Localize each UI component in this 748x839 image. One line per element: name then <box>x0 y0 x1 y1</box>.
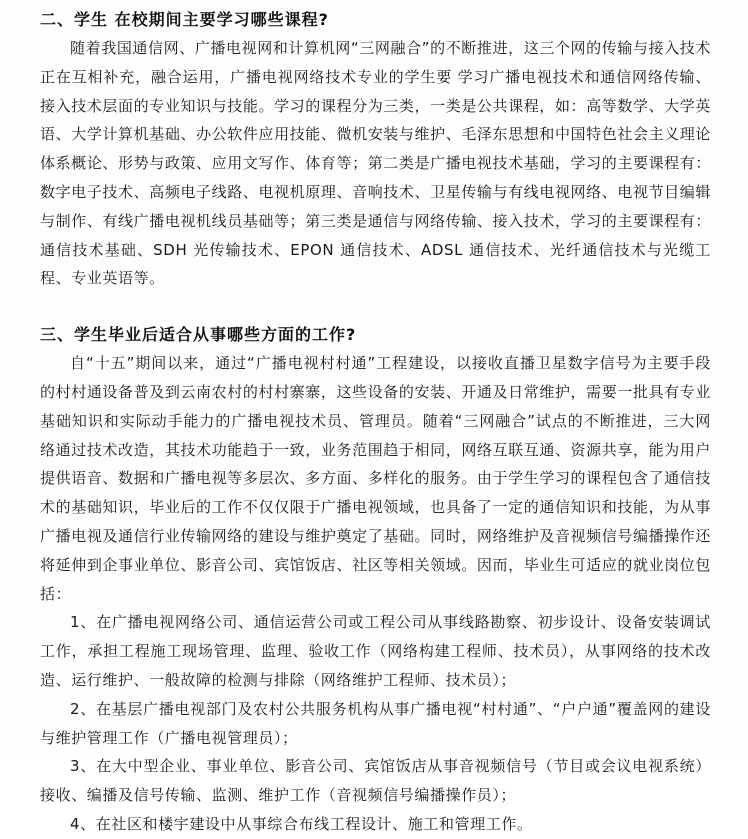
job-item-2: 2、在基层广播电视部门及农村公共服务机构从事广播电视“村村通”、“户户通”覆盖网的建设与维护管理工作（广播电视管理员）； <box>40 699 711 747</box>
section-courses-paragraph: 随着我国通信网、广播电视网和计算机网“三网融合”的不断推进，这三个网的传输与接入技术正在互相补充，融合运用，广播电视网络技术专业的学生要 学习广播电视技术和通信网络传输、接入技术层面的专业知识与技能。学习的课程分为三类，一类是公共课程，如：高等数学、大学英语、大学计算机基础、办公软件应用技能、微机安装与维护、毛泽东思想和中国特色社会主义理论体系概论、形势与政策、应用文写作、体育等；第二类是广播电视技术基础，学习的主要课程有：数字电子技术、高频电子线路、电视机原理、音响技术、卫星传输与有线电视网络、电视节目编辑与制作、有线广播电视机线员基础等；第三类是通信与网络传输、接入技术，学习的主要课程有：通信技术基础、SDH 光传输技术、EPON 通信技术、ADSL 通信技术、光纤通信技术与光缆工程、专业英语等。 <box>40 39 711 288</box>
section-jobs-heading: 三、学生毕业后适合从事哪些方面的工作? <box>40 325 357 345</box>
job-item-4: 4、在社区和楼宇建设中从事综合布线工程设计、施工和管理工作。 <box>70 814 533 833</box>
section-jobs <box>40 320 711 839</box>
job-item-1: 1、在广播电视网络公司、通信运营公司或工程公司从事线路勘察、初步设计、设备安装调试工作，承担工程施工现场管理、监理、验收工作（网络构建工程师、技术员），从事网络的技术改造、运行维护、一般故障的检测与排除（网络维护工程师、技术员）； <box>40 613 711 689</box>
job-item-3: 3、在大中型企业、事业单位、影音公司、宾馆饭店从事音视频信号（节目或会议电视系统）接收、编播及信号传输、监测、维护工作（音视频信号编播操作员）； <box>40 757 711 805</box>
section-jobs-intro-paragraph: 自“十五”期间以来，通过“广播电视村村通”工程建设，以接收直播卫星数字信号为主要手段的村村通设备普及到云南农村的村村寨寨，这些设备的安装、开通及日常维护，需要一批具有专业基础知识和实际动手能力的广播电视技术员、管理员。随着“三网融合”试点的不断推进，三大网络通过技术改造，其技术功能趋于一致，业务范围趋于相同，网络互联互通、资源共享，能为用户提供语音、数据和广播电视等多层次、多方面、多样化的服务。由于学生学习的课程包含了通信技术的基础知识，毕业后的工作不仅仅限于广播电视领域，也具备了一定的通信知识和技能，为从事广播电视及通信行业传输网络的建设与维护奠定了基础。同时，网络维护及音视频信号编播操作还将延伸到企事业单位、影音公司、宾馆饭店、社区等相关领域。因而，毕业生可适应的就业岗位包括： <box>40 354 711 603</box>
section-courses <box>40 5 711 293</box>
section-courses-heading: 二、学生 在校期间主要学习哪些课程? <box>40 10 329 29</box>
